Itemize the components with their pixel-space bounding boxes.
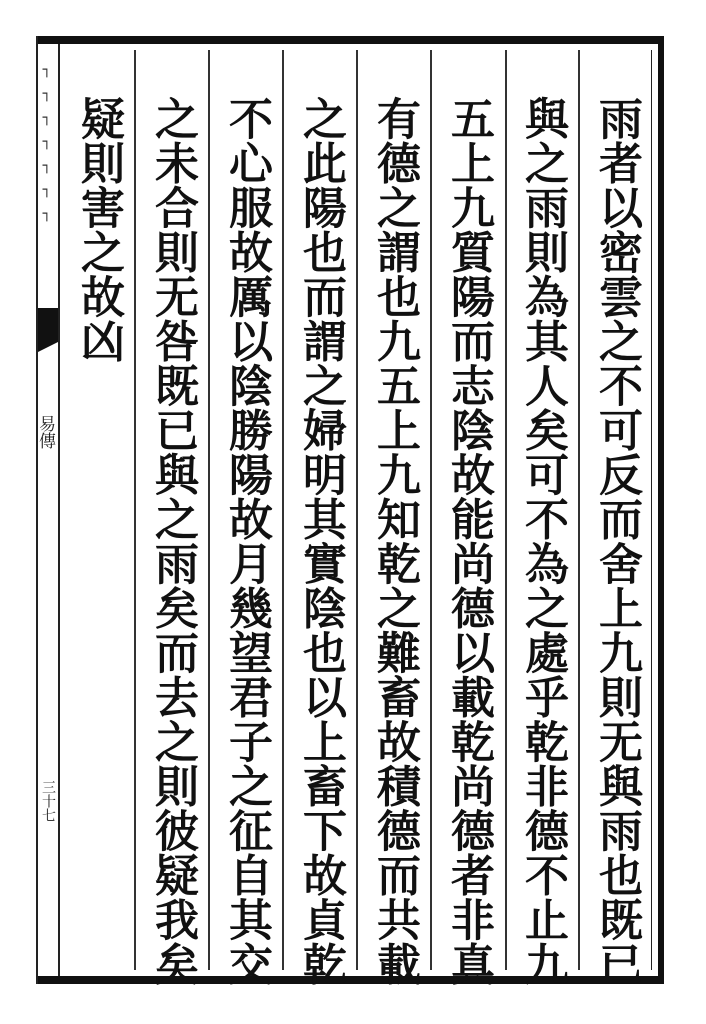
margin-tick-marks: ┐ ┐ ┐ ┐ ┐ ┐ ┐ — [42, 62, 52, 222]
text-column-1: 雨者以密雲之不可反而舍上九則无與雨也既已 — [591, 96, 642, 986]
text-column-5: 之此陽也而謂之婦明其實陰也以上畜下故貞乾 — [295, 96, 346, 986]
frame-left-border — [58, 44, 60, 976]
text-column-4: 有德之謂也九五上九知乾之難畜故積德而共載 — [369, 96, 420, 986]
column-rule — [505, 50, 507, 970]
margin-book-title: 易傳 — [35, 415, 55, 449]
text-column-2: 與之雨則為其人矣可不為之處乎乾非德不止九 — [517, 96, 568, 986]
margin-page-number: 三十七 — [40, 780, 56, 822]
column-rule — [282, 50, 284, 970]
text-column-7: 之未合則无咎既已與之雨矣而去之則彼疑我矣 — [147, 96, 198, 986]
column-rule — [134, 50, 136, 970]
text-column-6: 不心服故厲以陰勝陽故月幾望君子之征自其交 — [221, 96, 272, 986]
fishtail-mark — [38, 308, 58, 342]
column-rule — [356, 50, 358, 970]
frame-right-border — [658, 36, 664, 984]
text-column-3: 五上九質陽而志陰故能尚德以載乾尚德者非真 — [443, 96, 494, 986]
column-rule — [208, 50, 210, 970]
column-rule — [430, 50, 432, 970]
text-column-8: 疑則害之故凶 — [73, 96, 124, 363]
frame-right-inner-line — [651, 50, 652, 970]
column-rule — [578, 50, 580, 970]
frame-top-border — [36, 36, 664, 44]
fishtail-notch — [38, 342, 58, 352]
